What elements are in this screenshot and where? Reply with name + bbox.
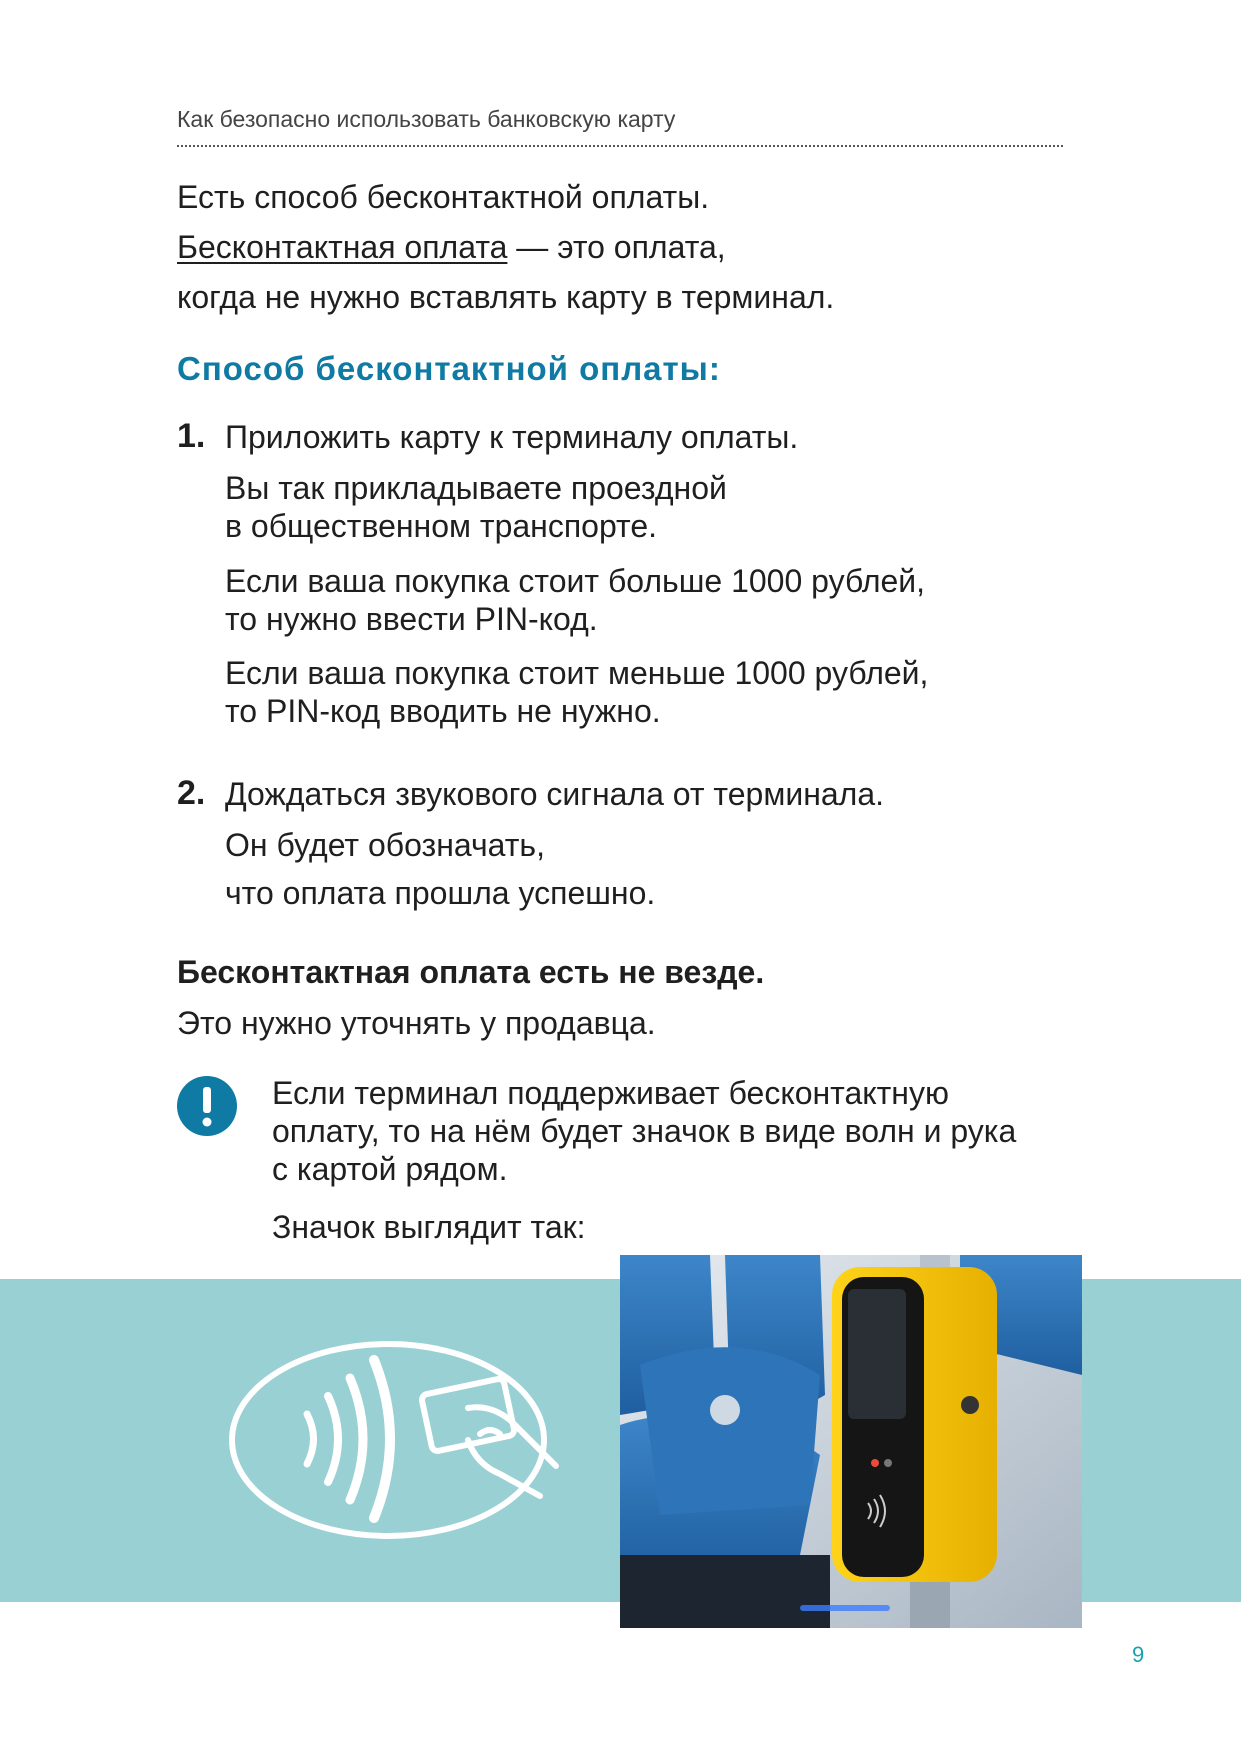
step-2-detail-2: что оплата прошла успешно. <box>225 875 656 911</box>
contactless-payment-icon <box>228 1334 573 1544</box>
running-header: Как безопасно использовать банковскую карту <box>177 106 676 132</box>
warning-caption: Значок выглядит так: <box>272 1209 586 1245</box>
step-1-detail-1-line-2: в общественном транспорте. <box>225 508 658 544</box>
warning-line-2: оплату, то на нём будет значок в виде волн и рука <box>272 1113 1017 1149</box>
warning-line-3: с картой рядом. <box>272 1151 508 1187</box>
intro-line-2 <box>177 228 726 266</box>
step-2-number: 2. <box>177 774 206 812</box>
step-1-detail-2-line-2: то нужно ввести PIN-код. <box>225 601 598 637</box>
bus-payment-terminal-photo <box>620 1255 1082 1628</box>
step-1-detail-3-line-1: Если ваша покупка стоит меньше 1000 рублей, <box>225 655 929 691</box>
step-2-detail-1: Он будет обозначать, <box>225 827 545 863</box>
note-text: Это нужно уточнять у продавца. <box>177 1005 656 1041</box>
intro-line-3: когда не нужно вставлять карту в терминал. <box>177 279 835 315</box>
step-1-detail-1-line-1: Вы так прикладываете проездной <box>225 470 727 506</box>
section-heading: Способ бесконтактной оплаты: <box>177 350 721 387</box>
step-2-title: Дождаться звукового сигнала от терминала. <box>225 776 885 812</box>
term-underlined: Бесконтактная оплата <box>177 229 508 265</box>
warning-text <box>272 1074 1016 1188</box>
intro-line-2-rest: — это оплата, <box>507 229 726 265</box>
intro-line-1: Есть способ бесконтактной оплаты. <box>177 179 710 215</box>
step-1-detail-2-line-1: Если ваша покупка стоит больше 1000 рублей, <box>225 563 926 599</box>
step-1-title: Приложить карту к терминалу оплаты. <box>225 419 799 455</box>
warning-line-1: Если терминал поддерживает бесконтактную <box>272 1075 949 1111</box>
step-1-detail-3 <box>225 654 928 730</box>
step-1-number: 1. <box>177 417 206 455</box>
step-1-detail-3-line-2: то PIN-код вводить не нужно. <box>225 693 661 729</box>
page-number: 9 <box>1132 1642 1145 1667</box>
header-divider <box>177 145 1063 147</box>
exclamation-icon <box>177 1076 237 1136</box>
step-1-detail-2 <box>225 562 925 638</box>
note-bold: Бесконтактная оплата есть не везде. <box>177 954 765 990</box>
step-1-detail-1 <box>225 469 727 545</box>
